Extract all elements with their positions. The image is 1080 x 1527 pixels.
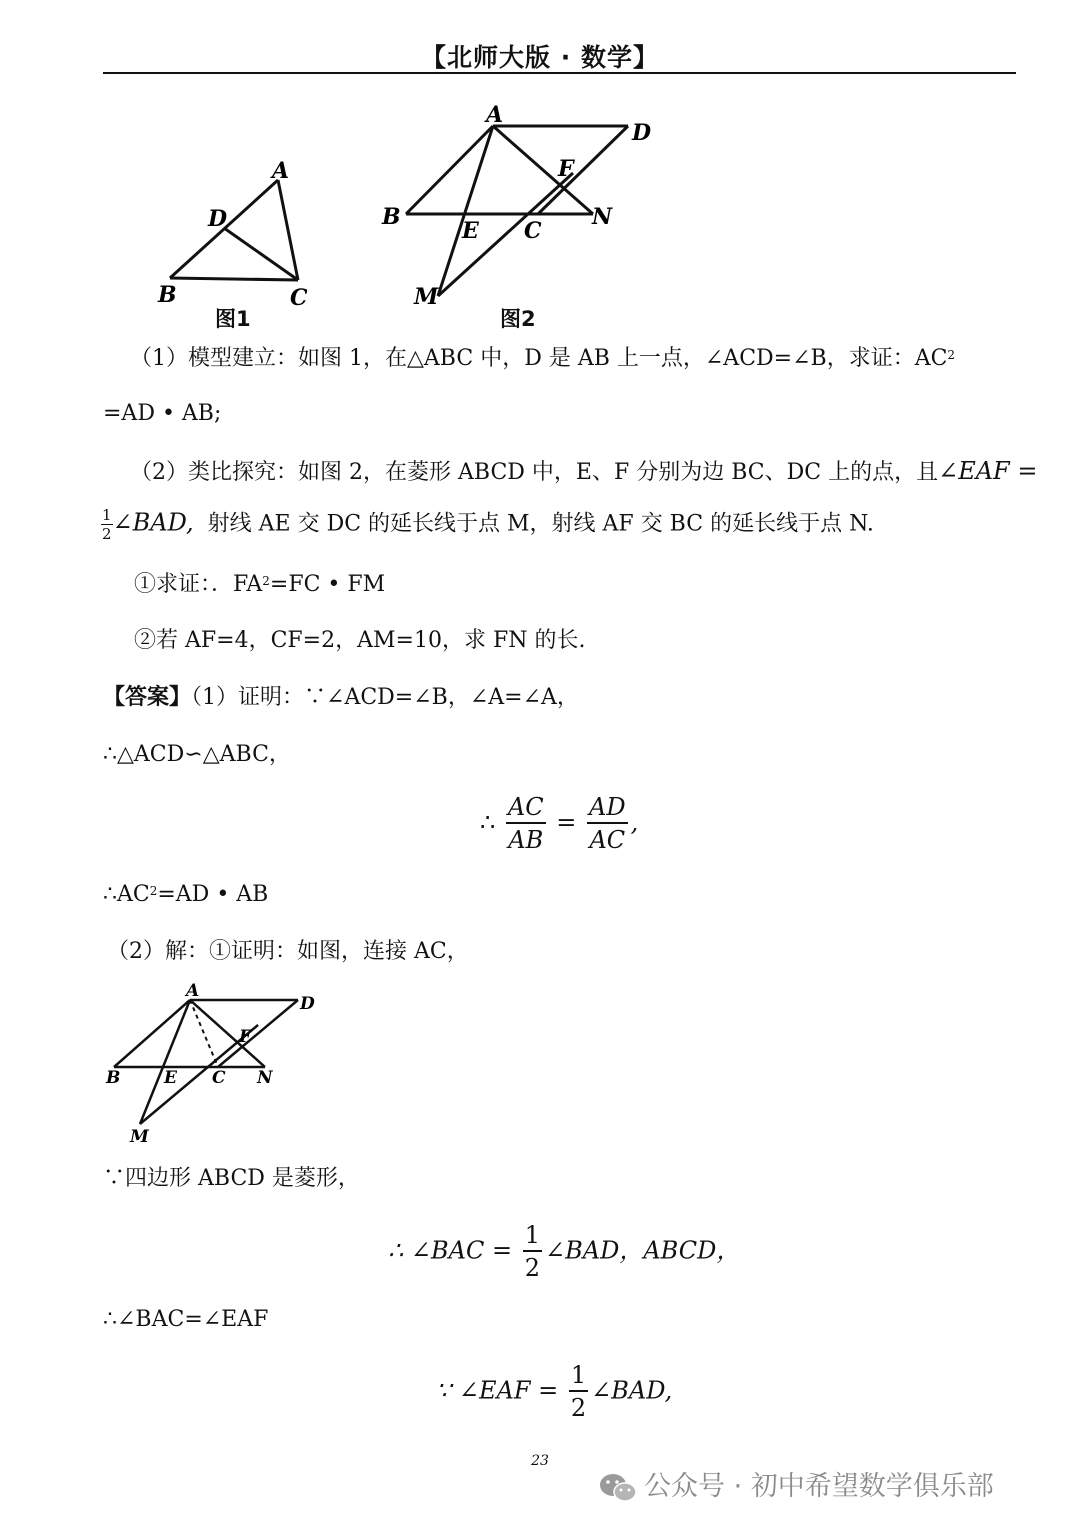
- fig2-point-a: A: [486, 102, 504, 128]
- fig1-point-d: D: [208, 206, 228, 232]
- fig3-point-a: A: [186, 982, 200, 1001]
- fig3-point-d: D: [300, 994, 315, 1014]
- fig3-point-b: B: [106, 1068, 121, 1088]
- header-divider: [103, 72, 1016, 74]
- answer-equation-3: ∵ ∠EAF = $\frac{1}{2}$ ∠BAD,: [436, 1361, 673, 1422]
- page-header-title: 【北师大版 · 数学】: [421, 43, 659, 72]
- problem-part1-line2: =AD • AB;: [103, 401, 222, 426]
- figure-2-caption: 图2: [500, 307, 536, 331]
- figure-2-diagram: [378, 98, 668, 310]
- question-2: ②若 AF=4，CF=2，AM=10，求 FN 的长.: [134, 628, 586, 653]
- answer-line-3: $\therefore AC^2=AD$ • AB: [103, 882, 269, 907]
- fig2-point-b: B: [382, 204, 401, 230]
- fig3-point-c: C: [212, 1068, 226, 1088]
- fig1-point-c: C: [290, 285, 308, 311]
- answer-line-4: （2）解：①证明：如图，连接 AC，: [107, 939, 469, 964]
- fig1-point-a: A: [272, 158, 290, 184]
- answer-equation-1: ∴ $\frac{AC}{AB}$ = $\frac{AD}{AC}$ ,: [480, 793, 639, 854]
- fig1-point-b: B: [158, 282, 177, 308]
- answer-line-2: ∴△ACD∽△ABC，: [103, 742, 291, 767]
- problem-part2-line2: $\frac{1}{2}$ ∠BAD, 射线 AE 交 DC 的延长线于点 M，射线 AF 交 BC 的延长线于点 N.: [102, 506, 874, 543]
- fig2-point-f: F: [558, 156, 574, 182]
- fig2-point-d: D: [632, 120, 652, 146]
- answer-line-6: ∴∠BAC=∠EAF: [103, 1307, 269, 1332]
- fig2-point-m: M: [414, 284, 439, 310]
- fig3-point-f: F: [239, 1027, 252, 1047]
- fig3-point-n: N: [257, 1068, 273, 1088]
- fig3-point-m: M: [130, 1127, 149, 1147]
- question-1: ①求证：．$FA^2=FC$ • FM: [134, 572, 386, 597]
- watermark-text: 公众号 · 初中希望数学俱乐部: [644, 1471, 994, 1502]
- answer-equation-2: ∴ ∠BAC = $\frac{1}{2}$ ∠BAD，ABCD，: [388, 1221, 741, 1282]
- page-number: 23: [531, 1453, 549, 1469]
- problem-part1-line1: （1）模型建立：如图 1，在△ABC 中，D 是 AB 上一点，∠ACD=∠B，求证：$AC^2$: [130, 346, 956, 371]
- fig2-point-c: C: [524, 218, 542, 244]
- figure-1-caption: 图1: [215, 307, 251, 331]
- fig2-point-n: N: [592, 204, 613, 230]
- problem-part2-line1: （2）类比探究：如图 2，在菱形 ABCD 中，E、F 分别为边 BC、DC 上的点，且∠EAF =: [130, 457, 1038, 485]
- answer-line-1: 【答案】（1）证明：∵∠ACD=∠B，∠A=∠A，: [103, 685, 579, 710]
- fig2-point-e: E: [462, 218, 479, 244]
- answer-line-5: ∵四边形 ABCD 是菱形，: [103, 1166, 360, 1191]
- answer-figure-diagram: [100, 982, 330, 1150]
- fig3-point-e: E: [164, 1068, 177, 1088]
- wechat-icon: [598, 1471, 638, 1505]
- watermark: [598, 1464, 994, 1505]
